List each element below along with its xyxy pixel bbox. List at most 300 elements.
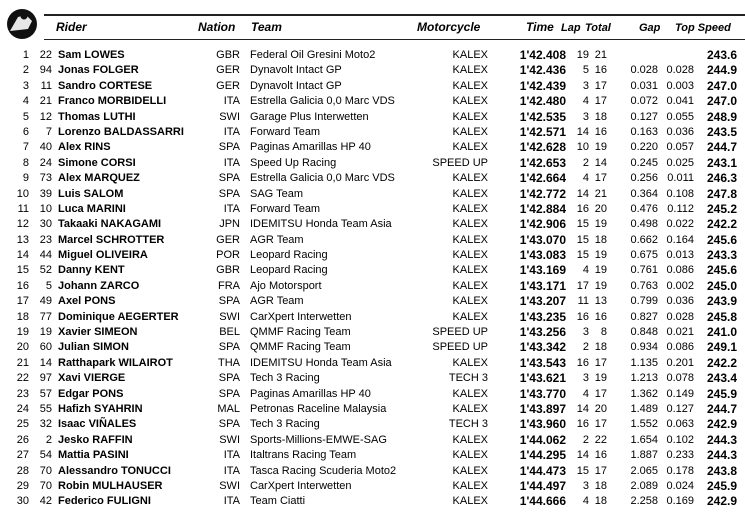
cell-team: Ajo Motorsport xyxy=(250,279,322,292)
cell-num: 77 xyxy=(39,310,52,323)
cell-time: 1'42.535 xyxy=(519,109,566,124)
results-table xyxy=(0,48,745,510)
header-time: Time xyxy=(526,20,554,34)
cell-lap: 3 xyxy=(582,372,589,385)
table-row xyxy=(0,63,745,78)
table-row xyxy=(0,310,745,325)
cell-rider: Alessandro TONUCCI xyxy=(58,464,171,477)
cell-time: 1'43.171 xyxy=(519,278,566,293)
header-lap: Lap xyxy=(561,22,581,34)
cell-nation: SPA xyxy=(218,141,240,154)
cell-rider: Mattia PASINI xyxy=(58,449,129,462)
cell-lap: 2 xyxy=(582,341,589,354)
cell-gap2: 0.024 xyxy=(666,479,694,492)
cell-rider: Robin MULHAUSER xyxy=(58,479,163,492)
cell-lap: 17 xyxy=(576,279,589,292)
cell-total: 20 xyxy=(594,202,607,215)
cell-pos: 19 xyxy=(16,326,29,339)
cell-gap2: 0.164 xyxy=(666,233,694,246)
cell-total: 19 xyxy=(594,279,607,292)
cell-rider: Federico FULIGNI xyxy=(58,495,151,508)
cell-speed: 243.1 xyxy=(706,155,737,170)
cell-pos: 17 xyxy=(16,295,29,308)
cell-num: 30 xyxy=(39,218,52,231)
cell-rider: Isaac VIÑALES xyxy=(58,418,137,431)
cell-lap: 3 xyxy=(582,79,589,92)
cell-num: 22 xyxy=(39,49,52,61)
cell-nation: ITA xyxy=(223,156,240,169)
cell-time: 1'43.770 xyxy=(519,386,566,401)
cell-rider: Julian SIMON xyxy=(58,341,129,354)
cell-total: 18 xyxy=(594,479,607,492)
cell-time: 1'42.664 xyxy=(519,171,566,186)
cell-pos: 22 xyxy=(16,372,29,385)
cell-nation: ITA xyxy=(223,449,240,462)
cell-team: Sports-Millions-EMWE-SAG xyxy=(250,433,387,446)
cell-nation: SPA xyxy=(218,295,240,308)
cell-rider: Thomas LUTHI xyxy=(58,110,136,123)
cell-moto: KALEX xyxy=(452,295,488,308)
cell-moto: KALEX xyxy=(452,218,488,231)
header-total: Total xyxy=(585,22,611,34)
cell-nation: SWI xyxy=(219,310,240,323)
cell-gap1: 0.031 xyxy=(630,79,658,92)
cell-lap: 15 xyxy=(576,249,589,262)
cell-team: Paginas Amarillas HP 40 xyxy=(250,387,371,400)
cell-time: 1'44.666 xyxy=(519,494,566,509)
cell-gap2: 0.108 xyxy=(666,187,694,200)
table-row xyxy=(0,202,745,217)
cell-team: Petronas Raceline Malaysia xyxy=(250,402,387,415)
cell-total: 19 xyxy=(594,141,607,154)
cell-team: Estrella Galicia 0,0 Marc VDS xyxy=(250,172,395,185)
table-row xyxy=(0,156,745,171)
cell-rider: Ratthapark WILAIROT xyxy=(58,356,173,369)
header-gap: Gap xyxy=(639,22,661,34)
cell-speed: 242.9 xyxy=(706,494,737,509)
cell-gap1: 0.364 xyxy=(630,187,658,200)
cell-time: 1'43.342 xyxy=(519,340,566,355)
cell-team: QMMF Racing Team xyxy=(250,326,351,339)
cell-time: 1'42.408 xyxy=(519,48,566,62)
cell-lap: 15 xyxy=(576,233,589,246)
cell-gap1: 1.489 xyxy=(630,402,658,415)
cell-pos: 10 xyxy=(16,187,29,200)
cell-nation: ITA xyxy=(223,95,240,108)
cell-speed: 243.3 xyxy=(706,248,737,263)
cell-pos: 16 xyxy=(16,279,29,292)
cell-speed: 246.3 xyxy=(706,171,737,186)
cell-gap1: 1.552 xyxy=(630,418,658,431)
cell-time: 1'42.571 xyxy=(519,124,566,139)
cell-total: 21 xyxy=(594,187,607,200)
cell-num: 19 xyxy=(39,326,52,339)
cell-gap2: 0.041 xyxy=(666,95,694,108)
cell-moto: KALEX xyxy=(452,279,488,292)
cell-rider: Miguel OLIVEIRA xyxy=(58,249,148,262)
cell-moto: KALEX xyxy=(452,187,488,200)
header-team: Team xyxy=(251,20,282,34)
cell-team: Tasca Racing Scuderia Moto2 xyxy=(250,464,397,477)
cell-lap: 15 xyxy=(576,218,589,231)
cell-team: QMMF Racing Team xyxy=(250,341,351,354)
cell-time: 1'44.497 xyxy=(519,478,566,493)
cell-lap: 15 xyxy=(576,464,589,477)
cell-speed: 245.9 xyxy=(706,386,737,401)
cell-nation: GER xyxy=(216,233,240,246)
cell-num: 49 xyxy=(39,295,52,308)
cell-gap1: 0.799 xyxy=(630,295,658,308)
cell-gap1: 0.127 xyxy=(630,110,658,123)
cell-lap: 4 xyxy=(582,172,589,185)
cell-gap1: 0.761 xyxy=(630,264,658,277)
cell-pos: 15 xyxy=(16,264,29,277)
cell-gap1: 0.827 xyxy=(630,310,658,323)
header-rider: Rider xyxy=(56,20,87,34)
cell-gap2: 0.112 xyxy=(667,202,694,215)
cell-pos: 18 xyxy=(16,310,29,323)
cell-team: Estrella Galicia 0,0 Marc VDS xyxy=(250,95,395,108)
cell-rider: Lorenzo BALDASSARRI xyxy=(58,125,184,138)
table-row xyxy=(0,125,745,140)
cell-team: Team Ciatti xyxy=(250,495,306,508)
cell-total: 13 xyxy=(594,295,607,308)
cell-moto: TECH 3 xyxy=(448,418,488,431)
cell-pos: 28 xyxy=(16,464,29,477)
cell-pos: 25 xyxy=(16,418,29,431)
cell-lap: 14 xyxy=(576,125,589,138)
cell-speed: 243.6 xyxy=(706,48,737,62)
cell-speed: 245.9 xyxy=(706,478,737,493)
cell-gap1: 0.675 xyxy=(630,249,658,262)
header-nation: Nation xyxy=(198,20,236,34)
cell-team: CarXpert Interwetten xyxy=(250,479,352,492)
cell-pos: 20 xyxy=(16,341,29,354)
cell-moto: TECH 3 xyxy=(448,372,488,385)
cell-num: 42 xyxy=(39,495,52,508)
table-row xyxy=(0,171,745,186)
cell-gap2: 0.127 xyxy=(666,402,694,415)
cell-speed: 243.9 xyxy=(706,294,737,309)
cell-speed: 247.8 xyxy=(706,186,737,201)
cell-num: 97 xyxy=(39,372,52,385)
cell-total: 17 xyxy=(594,464,607,477)
header-top-rule xyxy=(44,14,745,16)
cell-pos: 12 xyxy=(16,218,29,231)
header-motorcycle: Motorcycle xyxy=(417,20,481,34)
cell-gap2: 0.036 xyxy=(666,125,694,138)
cell-moto: KALEX xyxy=(452,202,488,215)
cell-total: 17 xyxy=(594,356,607,369)
cell-speed: 244.7 xyxy=(706,401,737,416)
cell-nation: SPA xyxy=(218,341,240,354)
table-row xyxy=(0,325,745,340)
table-row xyxy=(0,340,745,355)
cell-num: 7 xyxy=(45,125,52,138)
cell-team: AGR Team xyxy=(250,233,304,246)
cell-moto: KALEX xyxy=(452,141,488,154)
cell-time: 1'42.772 xyxy=(519,186,566,201)
cell-team: Garage Plus Interwetten xyxy=(250,110,369,123)
cell-moto: KALEX xyxy=(452,125,488,138)
cell-speed: 241.0 xyxy=(706,325,737,340)
cell-moto: KALEX xyxy=(452,479,488,492)
cell-time: 1'44.473 xyxy=(519,463,566,478)
cell-rider: Xavi VIERGE xyxy=(58,372,126,385)
cell-total: 18 xyxy=(594,110,607,123)
cell-moto: SPEED UP xyxy=(432,341,488,354)
cell-rider: Alex MARQUEZ xyxy=(58,172,140,185)
cell-gap1: 1.362 xyxy=(630,387,658,400)
cell-speed: 245.0 xyxy=(706,278,737,293)
cell-num: 5 xyxy=(45,279,52,292)
cell-lap: 16 xyxy=(576,202,589,215)
cell-time: 1'42.480 xyxy=(519,94,566,109)
cell-team: Paginas Amarillas HP 40 xyxy=(250,141,371,154)
cell-team: Tech 3 Racing xyxy=(250,372,320,385)
cell-moto: KALEX xyxy=(452,356,488,369)
cell-moto: SPEED UP xyxy=(432,326,488,339)
header-top-speed: Top Speed xyxy=(675,22,731,34)
cell-lap: 3 xyxy=(582,326,589,339)
cell-time: 1'43.207 xyxy=(519,294,566,309)
cell-num: 39 xyxy=(39,187,52,200)
cell-time: 1'42.906 xyxy=(519,217,566,232)
cell-num: 24 xyxy=(39,156,52,169)
cell-time: 1'42.653 xyxy=(519,155,566,170)
cell-pos: 3 xyxy=(22,79,29,92)
cell-rider: Sam LOWES xyxy=(58,49,125,61)
header-bottom-rule xyxy=(44,39,745,40)
cell-gap2: 0.002 xyxy=(666,279,694,292)
motorcycle-rider-logo-icon xyxy=(2,7,42,41)
cell-num: 55 xyxy=(39,402,52,415)
table-row xyxy=(0,494,745,509)
cell-team: SAG Team xyxy=(250,187,303,200)
cell-total: 17 xyxy=(594,95,607,108)
cell-speed: 243.8 xyxy=(706,463,737,478)
cell-lap: 4 xyxy=(582,495,589,508)
cell-pos: 11 xyxy=(17,202,29,215)
cell-time: 1'43.070 xyxy=(519,232,566,247)
cell-num: 10 xyxy=(39,202,52,215)
table-row xyxy=(0,217,745,232)
cell-pos: 21 xyxy=(16,356,29,369)
cell-lap: 14 xyxy=(576,187,589,200)
cell-rider: Jesko RAFFIN xyxy=(58,433,133,446)
table-row xyxy=(0,402,745,417)
cell-total: 20 xyxy=(594,402,607,415)
cell-gap2: 0.036 xyxy=(666,295,694,308)
cell-gap2: 0.003 xyxy=(666,79,694,92)
cell-total: 19 xyxy=(594,264,607,277)
cell-rider: Luca MARINI xyxy=(58,202,126,215)
cell-gap1: 0.763 xyxy=(630,279,658,292)
cell-gap1: 1.213 xyxy=(630,372,658,385)
cell-gap2: 0.201 xyxy=(666,356,694,369)
cell-time: 1'42.436 xyxy=(519,63,566,78)
cell-num: 40 xyxy=(39,141,52,154)
cell-moto: KALEX xyxy=(452,264,488,277)
cell-gap2: 0.063 xyxy=(666,418,694,431)
cell-nation: MAL xyxy=(217,402,240,415)
cell-time: 1'43.083 xyxy=(519,248,566,263)
cell-num: 23 xyxy=(39,233,52,246)
cell-team: Forward Team xyxy=(250,125,321,138)
cell-nation: SWI xyxy=(219,433,240,446)
cell-gap2: 0.169 xyxy=(666,495,694,508)
cell-total: 8 xyxy=(600,326,607,339)
cell-moto: KALEX xyxy=(452,249,488,262)
cell-nation: ITA xyxy=(223,202,240,215)
cell-team: Tech 3 Racing xyxy=(250,418,320,431)
cell-gap2: 0.178 xyxy=(666,464,694,477)
cell-gap1: 0.245 xyxy=(630,156,658,169)
table-row xyxy=(0,263,745,278)
cell-rider: Takaaki NAKAGAMI xyxy=(58,218,162,231)
cell-rider: Simone CORSI xyxy=(58,156,136,169)
cell-gap1: 0.934 xyxy=(630,341,658,354)
cell-moto: KALEX xyxy=(452,464,488,477)
cell-time: 1'44.062 xyxy=(519,432,566,447)
cell-gap1: 2.089 xyxy=(630,479,658,492)
cell-pos: 8 xyxy=(22,156,29,169)
cell-time: 1'43.235 xyxy=(519,309,566,324)
cell-lap: 16 xyxy=(576,356,589,369)
cell-rider: Hafizh SYAHRIN xyxy=(58,402,143,415)
table-row xyxy=(0,48,745,63)
cell-nation: SPA xyxy=(218,372,240,385)
cell-time: 1'44.295 xyxy=(519,448,566,463)
table-row xyxy=(0,387,745,402)
cell-total: 18 xyxy=(594,495,607,508)
cell-pos: 2 xyxy=(22,64,29,77)
cell-lap: 16 xyxy=(576,418,589,431)
cell-total: 18 xyxy=(594,233,607,246)
cell-moto: KALEX xyxy=(452,495,488,508)
cell-speed: 242.2 xyxy=(706,355,737,370)
cell-speed: 249.1 xyxy=(706,340,737,355)
cell-rider: Jonas FOLGER xyxy=(58,64,139,77)
cell-lap: 19 xyxy=(576,49,589,61)
cell-total: 19 xyxy=(594,249,607,262)
cell-nation: ITA xyxy=(223,464,240,477)
cell-pos: 1 xyxy=(22,49,29,61)
cell-lap: 3 xyxy=(582,110,589,123)
cell-nation: ITA xyxy=(223,125,240,138)
cell-moto: KALEX xyxy=(452,449,488,462)
cell-speed: 244.3 xyxy=(706,432,737,447)
cell-pos: 23 xyxy=(16,387,29,400)
cell-num: 44 xyxy=(39,249,52,262)
cell-rider: Johann ZARCO xyxy=(58,279,140,292)
cell-lap: 16 xyxy=(576,310,589,323)
cell-pos: 6 xyxy=(22,125,29,138)
cell-gap2: 0.022 xyxy=(666,218,694,231)
cell-total: 17 xyxy=(594,172,607,185)
cell-pos: 13 xyxy=(16,233,29,246)
cell-rider: Alex RINS xyxy=(58,141,111,154)
table-row xyxy=(0,417,745,432)
cell-gap2: 0.021 xyxy=(666,326,694,339)
cell-lap: 4 xyxy=(582,264,589,277)
cell-gap2: 0.028 xyxy=(666,310,694,323)
cell-gap1: 0.848 xyxy=(630,326,658,339)
cell-rider: Danny KENT xyxy=(58,264,125,277)
cell-total: 16 xyxy=(594,125,607,138)
cell-lap: 3 xyxy=(582,479,589,492)
cell-time: 1'42.439 xyxy=(519,78,566,93)
table-row xyxy=(0,187,745,202)
cell-speed: 245.8 xyxy=(706,309,737,324)
cell-total: 16 xyxy=(594,64,607,77)
cell-gap1: 2.065 xyxy=(630,464,658,477)
cell-nation: BEL xyxy=(219,326,240,339)
table-row xyxy=(0,94,745,109)
cell-moto: KALEX xyxy=(452,49,488,61)
cell-team: Federal Oil Gresini Moto2 xyxy=(250,49,376,61)
cell-moto: KALEX xyxy=(452,233,488,246)
cell-nation: GER xyxy=(216,64,240,77)
cell-total: 14 xyxy=(594,156,607,169)
cell-time: 1'43.169 xyxy=(519,263,566,278)
cell-pos: 30 xyxy=(16,495,29,508)
cell-num: 70 xyxy=(39,464,52,477)
cell-nation: SWI xyxy=(219,479,240,492)
cell-gap1: 1.135 xyxy=(630,356,658,369)
cell-gap1: 0.498 xyxy=(630,218,658,231)
cell-moto: SPEED UP xyxy=(432,156,488,169)
cell-nation: ITA xyxy=(223,495,240,508)
cell-time: 1'43.960 xyxy=(519,417,566,432)
cell-gap1: 0.028 xyxy=(630,64,658,77)
cell-speed: 242.9 xyxy=(706,417,737,432)
cell-moto: KALEX xyxy=(452,310,488,323)
cell-gap2: 0.086 xyxy=(666,264,694,277)
cell-gap1: 2.258 xyxy=(630,495,658,508)
cell-team: CarXpert Interwetten xyxy=(250,310,352,323)
cell-total: 19 xyxy=(594,218,607,231)
cell-lap: 5 xyxy=(582,64,589,77)
cell-team: Leopard Racing xyxy=(250,249,328,262)
table-row xyxy=(0,356,745,371)
cell-speed: 245.6 xyxy=(706,232,737,247)
table-row xyxy=(0,371,745,386)
cell-rider: Franco MORBIDELLI xyxy=(58,95,167,108)
table-row xyxy=(0,79,745,94)
cell-team: Forward Team xyxy=(250,202,321,215)
cell-pos: 29 xyxy=(16,479,29,492)
cell-lap: 14 xyxy=(576,449,589,462)
cell-nation: SPA xyxy=(218,418,240,431)
cell-speed: 245.2 xyxy=(706,201,737,216)
cell-gap1: 0.476 xyxy=(630,202,658,215)
cell-team: AGR Team xyxy=(250,295,304,308)
cell-speed: 247.0 xyxy=(706,94,737,109)
cell-gap2: 0.149 xyxy=(666,387,694,400)
cell-team: Dynavolt Intact GP xyxy=(250,64,342,77)
cell-speed: 247.0 xyxy=(706,78,737,93)
cell-speed: 242.2 xyxy=(706,217,737,232)
cell-moto: KALEX xyxy=(452,95,488,108)
cell-nation: SPA xyxy=(218,387,240,400)
cell-nation: GER xyxy=(216,79,240,92)
cell-rider: Marcel SCHROTTER xyxy=(58,233,165,246)
cell-gap2: 0.055 xyxy=(666,110,694,123)
cell-nation: SPA xyxy=(218,187,240,200)
cell-nation: THA xyxy=(218,356,240,369)
cell-num: 32 xyxy=(39,418,52,431)
